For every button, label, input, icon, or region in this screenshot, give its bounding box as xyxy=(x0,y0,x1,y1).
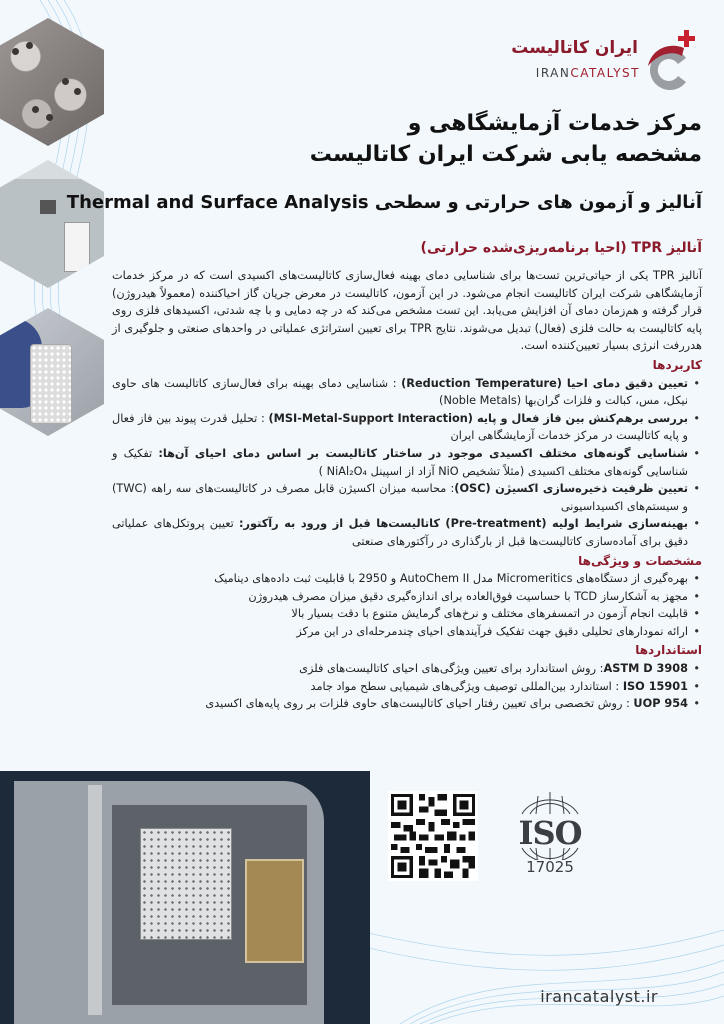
list-item: • بهینه‌سازی شرایط اولیه (Pre-treatment) کاتالیست‌ها قبل از ورود به رآکتور: تعیین پروتکل‌های عملیاتی دقیق برای آماده‌سازی کاتالیست‌ها قبل از بارگذاری در رآکتورهای صنعتی xyxy=(112,515,688,550)
iso-17025-badge xyxy=(508,790,592,886)
laboratory-equipment-image xyxy=(0,160,104,288)
list-item: • تعیین دقیق دمای احیا (Reduction Temperature) : شناسایی دمای بهینه برای فعال‌سازی کاتالیست های حاوی نیکل، مس، کبالت و فلزات گران‌بها (Noble Metals) xyxy=(112,375,688,410)
list-item: • بهره‌گیری از دستگاه‌های Micromeritics مدل AutoChem II و 2950 با قابلیت ثبت داده‌های دینامیک xyxy=(112,570,688,588)
features-list xyxy=(112,570,702,640)
content-body xyxy=(112,267,702,713)
applications-heading: کاربردها xyxy=(652,357,702,372)
page-subtitle: آنالیز و آزمون های حرارتی و سطحی Thermal and Surface Analysis xyxy=(66,192,702,213)
list-item: • قابلیت انجام آزمون در اتمسفرهای مختلف و نرخ‌های گرمایش متنوع با دقت بسیار بالا xyxy=(112,605,688,623)
qr-code-icon[interactable] xyxy=(388,791,478,881)
intro-paragraph: آنالیز TPR یکی از حیاتی‌ترین تست‌ها برای شناسایی دمای بهینه فعال‌سازی کاتالیست‌های اکسیدی است که در مرکز خدمات آزمایشگاهی شرکت ایران کاتالیست انجام می‌شود. در این آزمون، کاتالیست در معرض جریان گاز احیاکننده (معمولاً هیدروژن) قرار گرفته و هم‌زمان دمای آن افزایش می‌یابد. این تست مشخص می‌کند که در چه دمایی و با چه شدتی، اکسیدهای فلزی روی پایه کاتالیست به حالت فلزی (فعال) تبدیل می‌شوند. نتایج TPR برای تعیین استراتژی عملیاتی در واحدهای صنعتی و جلوگیری از هدررفت انرژی بسیار تعیین‌کننده است. xyxy=(112,269,702,353)
catalyst-pellets-image xyxy=(0,18,104,146)
standards-list xyxy=(112,660,702,713)
list-item: • ISO 15901 : استاندارد بین‌المللی توصیف ویژگی‌های شیمیایی سطح مواد جامد xyxy=(112,678,688,696)
page-title: مرکز خدمات آزمایشگاهی و مشخصه یابی شرکت ایران کاتالیست xyxy=(309,111,702,167)
catalyst-loading-image xyxy=(0,308,104,436)
website-link[interactable]: irancatalyst.ir xyxy=(540,987,658,1006)
list-item: • مجهز به آشکارساز TCD با حساسیت فوق‌العاده برای اندازه‌گیری دقیق میزان مصرف هیدروژن xyxy=(112,588,688,606)
logo-name-fa: ایران کاتالیست xyxy=(511,38,638,58)
features-heading: مشخصات و ویژگی‌ها xyxy=(578,553,702,568)
iso-label: ISO xyxy=(518,814,582,852)
section-title: آنالیز TPR (احیا برنامه‌ریزی‌شده حرارتی) xyxy=(420,240,702,256)
standards-heading: استانداردها xyxy=(635,643,702,658)
iso-number: 17025 xyxy=(526,858,574,876)
catalyst-logo-icon xyxy=(642,30,698,90)
list-item: • شناسایی گونه‌های مختلف اکسیدی موجود در ساختار کاتالیست بر اساس دمای احیای آن‌ها: تفکیک و شناسایی گونه‌های مختلف اکسیدی (مثلاً تشخیص NiO آزاد از اسپینل NiAl₂O₄ ) xyxy=(112,445,688,480)
list-item: • بررسی برهم‌کنش بین فاز فعال و پایه (MSI-Metal-Support Interaction) : تحلیل قدرت پیوند بین فاز فعال و پایه کاتالیست در مرکز خدمات آزمایشگاهی ایران xyxy=(112,410,688,445)
autochem-instrument-image xyxy=(0,771,370,1024)
list-item: • ASTM D 3908: روش استاندارد برای تعیین ویژگی‌های احیای کاتالیست‌های فلزی xyxy=(112,660,688,678)
list-item: • ارائه نمودارهای تحلیلی دقیق جهت تفکیک فرآیندهای احیای چندمرحله‌ای در این مرکز xyxy=(112,623,688,641)
list-item: • UOP 954 : روش تخصصی برای تعیین رفتار احیای کاتالیست‌های حاوی فلزات بر روی پایه‌های اکسیدی xyxy=(112,695,688,713)
logo-name-en: IRANCATALYST xyxy=(535,66,640,80)
company-logo xyxy=(492,24,702,94)
list-item: • تعیین ظرفیت ذخیره‌سازی اکسیژن (OSC): محاسبه میزان اکسیژن قابل مصرف در کاتالیست‌های سه راهه (TWC) و سیستم‌های اکسیداسیونی xyxy=(112,480,688,515)
applications-list xyxy=(112,375,702,551)
